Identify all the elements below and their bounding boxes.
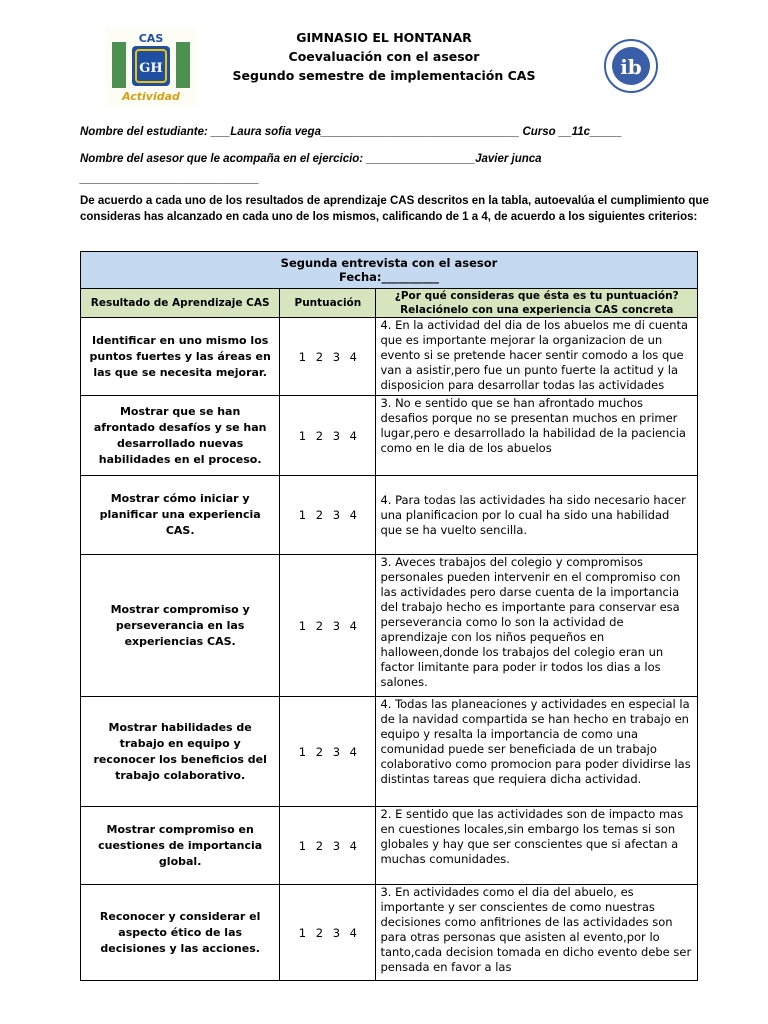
score-options[interactable]: 1 2 3 4 (280, 318, 376, 396)
table-date: Fecha:__________ (338, 270, 440, 284)
score-options[interactable]: 1 2 3 4 (280, 697, 376, 807)
score-options[interactable]: 1 2 3 4 (280, 807, 376, 885)
school-name: GIMNASIO EL HONTANAR (296, 30, 472, 45)
outcome-cell: Reconocer y considerar el aspecto ético de las decisiones y las acciones. (81, 885, 280, 981)
reason-cell[interactable]: 4. Todas las planeaciones y actividades en especial la de la navidad compartida se han hecho en trabajo en equipo y resalta la importancia de como una comunidad puede ser beneficiada de un trabajo colaborativo como promocion para poder dividirse las distintas tareas que requiera dicha actividad. (376, 697, 698, 807)
table-row (81, 318, 698, 396)
course-field: __11c_____ (558, 126, 622, 138)
table-title: Segunda entrevista con el asesor (280, 256, 498, 270)
table-row (81, 396, 698, 476)
cas-logo-bottom-text: Actividad (122, 90, 180, 103)
evaluation-table (80, 251, 698, 981)
score-options[interactable]: 1 2 3 4 (280, 555, 376, 697)
reason-cell[interactable]: 2. E sentido que las actividades son de impacto mas en cuestiones locales,sin embargo los temas si son globales y hay que ser conscientes que si afectan a muchas comunidades. (376, 807, 698, 885)
advisor-label: Nombre del asesor que le acompaña en el ejercicio: (80, 153, 364, 165)
reason-cell[interactable]: 3. No e sentido que se han afrontado muchos desafios porque no se presentan muchos en primer lugar,pero e desarrollado la habilidad de la paciencia como en le dia de los abuelos (376, 396, 698, 476)
outcome-cell: Mostrar compromiso en cuestiones de importancia global. (81, 807, 280, 885)
header-reason: ¿Por qué consideras que ésta es tu puntuación? Relaciónelo con una experiencia CAS concreta (376, 289, 698, 318)
reason-cell[interactable]: 3. En actividades como el dia del abuelo, es importante y ser conscientes de como nuestras decisiones como anfitriones de las actividades son para otras personas que asisten al evento,por lo tanto,cada decision tomada en dicho evento debe ser pensada en favor a las (376, 885, 698, 981)
table-row (81, 885, 698, 981)
document-header (200, 28, 568, 85)
student-label: Nombre del estudiante: (80, 126, 208, 138)
table-title-cell (81, 252, 698, 289)
outcome-cell: Mostrar habilidades de trabajo en equipo y reconocer los beneficios del trabajo colaborativo. (81, 697, 280, 807)
reason-cell[interactable]: 3. Aveces trabajos del colegio y compromisos personales pueden intervenir en el compromiso con las actividades pero darse cuenta de la importancia del trabajo hecho es importante para conservar esa perseverancia como lo son la actividad de aprendizaje con los niños pequeños en halloween,donde los trabajos del colegio eran un factor limitante para poder ir todos los dias a los salones. (376, 555, 698, 697)
header-score: Puntuación (280, 289, 376, 318)
outcome-cell: Identificar en uno mismo los puntos fuertes y las áreas en las que se necesita mejorar. (81, 318, 280, 396)
document-subtitle: Segundo semestre de implementación CAS (232, 68, 536, 83)
reason-cell[interactable]: 4. En la actividad del dia de los abuelos me di cuenta que es importante mejorar la organizacion de un evento si se pretende hacer sentir comodo a los que van a asistir,pero fue un punto fuerte la actitud y la disposicion para desarrollar todas las actividades (376, 318, 698, 396)
table-row (81, 555, 698, 697)
advisor-name-field: _________________Javier junca (366, 153, 542, 165)
advisor-continuation-line: ____________________________ (80, 173, 260, 185)
course-label: Curso (522, 126, 556, 138)
outcome-cell: Mostrar que se han afrontado desafíos y se han desarrollado nuevas habilidades en el proceso. (81, 396, 280, 476)
cas-logo (106, 28, 196, 106)
advisor-line (80, 153, 542, 165)
table-row (81, 807, 698, 885)
document-title: Coevaluación con el asesor (288, 49, 480, 64)
header-outcome: Resultado de Aprendizaje CAS (81, 289, 280, 318)
score-options[interactable]: 1 2 3 4 (280, 396, 376, 476)
ib-logo-text: ib (620, 55, 642, 79)
instructions-text: De acuerdo a cada uno de los resultados de aprendizaje CAS descritos en la tabla, autoevalúa el cumplimiento que consideras has alcanzado en cada uno de los mismos, calificando de 1 a 4, de acuerdo a los siguientes criterios: (80, 195, 709, 223)
outcome-cell: Mostrar cómo iniciar y planificar una experiencia CAS. (81, 476, 280, 555)
score-options[interactable]: 1 2 3 4 (280, 476, 376, 555)
student-line (80, 126, 622, 138)
table-row (81, 476, 698, 555)
reason-cell[interactable]: 4. Para todas las actividades ha sido necesario hacer una planificacion por lo cual ha sido una habilidad que se ha vuelto sencilla. (376, 476, 698, 555)
outcome-cell: Mostrar compromiso y perseverancia en las experiencias CAS. (81, 555, 280, 697)
ib-logo (598, 38, 664, 94)
table-row (81, 697, 698, 807)
student-name-field: ___Laura sofia vega_______________________________ (211, 126, 520, 138)
cas-logo-top-text: CAS (138, 32, 164, 45)
score-options[interactable]: 1 2 3 4 (280, 885, 376, 981)
cas-logo-shield-text: GH (139, 61, 163, 76)
